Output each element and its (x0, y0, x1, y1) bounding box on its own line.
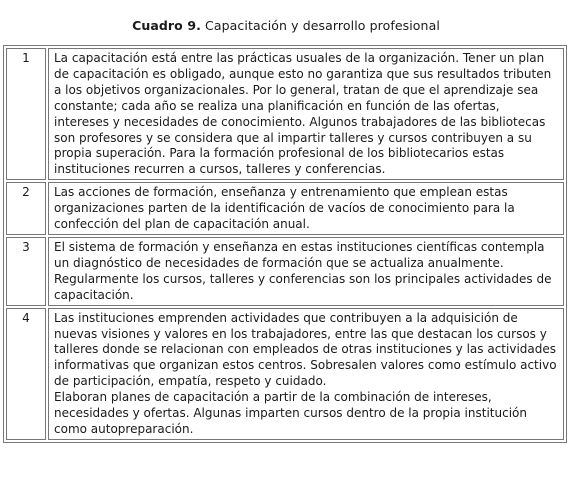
row-text (48, 237, 564, 306)
training-table (3, 45, 567, 443)
row-paragraph: La capacitación está entre las prácticas usuales de la organización. Tener un plan de capacitación es obligado, aunque esto no garantiza que sus resultados tributen a los objetivos organizacionales. Por lo general, tratan de que el aprendizaje sea constante; cada año se realiza una planificación en función de las ofertas, intereses y necesidades de conocimiento. Algunos trabajadores de las bibliotecas son profesores y se considera que al impartir talleres y cursos contribuyen a su propia superación. Para la formación profesional de los bibliotecarios estas instituciones recurren a cursos, talleres y conferencias. (54, 51, 552, 177)
row-number: 4 (6, 308, 46, 440)
row-paragraph: El sistema de formación y enseñanza en estas instituciones científicas contempla un diagnóstico de necesidades de formación que se actualiza anualmente. Regularmente los cursos, talleres y conferencias son los principales actividades de capacitación. (54, 239, 552, 302)
table-caption (0, 18, 572, 33)
row-paragraph: Las instituciones emprenden actividades que contribuyen a la adquisición de nuevas visiones y valores en los trabajadores, entre las que destacan los cursos y talleres donde se relacionan con empleados de otras instituciones y las actividades informativas que organizan estos centros. Sobresalen valores como estímulo activo de participación, empatía, respeto y cuidado. (54, 310, 557, 389)
table-row (6, 237, 564, 306)
table-row (6, 182, 564, 235)
caption-title: Capacitación y desarrollo profesional (200, 18, 440, 33)
row-number: 1 (6, 48, 46, 180)
table-row (6, 308, 564, 440)
table-row (6, 48, 564, 180)
row-text (48, 182, 564, 235)
row-number: 2 (6, 182, 46, 235)
row-paragraph: Las acciones de formación, enseñanza y entrenamiento que emplean estas organizaciones parten de la identificación de vacíos de conocimiento para la confección del plan de capacitación anual. (54, 185, 515, 232)
row-number: 3 (6, 237, 46, 306)
row-text (48, 48, 564, 180)
row-text (48, 308, 564, 440)
caption-label: Cuadro 9. (132, 18, 201, 33)
row-paragraph: Elaboran planes de capacitación a partir de la combinación de intereses, necesidades y ofertas. Algunas imparten cursos dentro de la propia institución como autopreparación. (54, 390, 527, 436)
